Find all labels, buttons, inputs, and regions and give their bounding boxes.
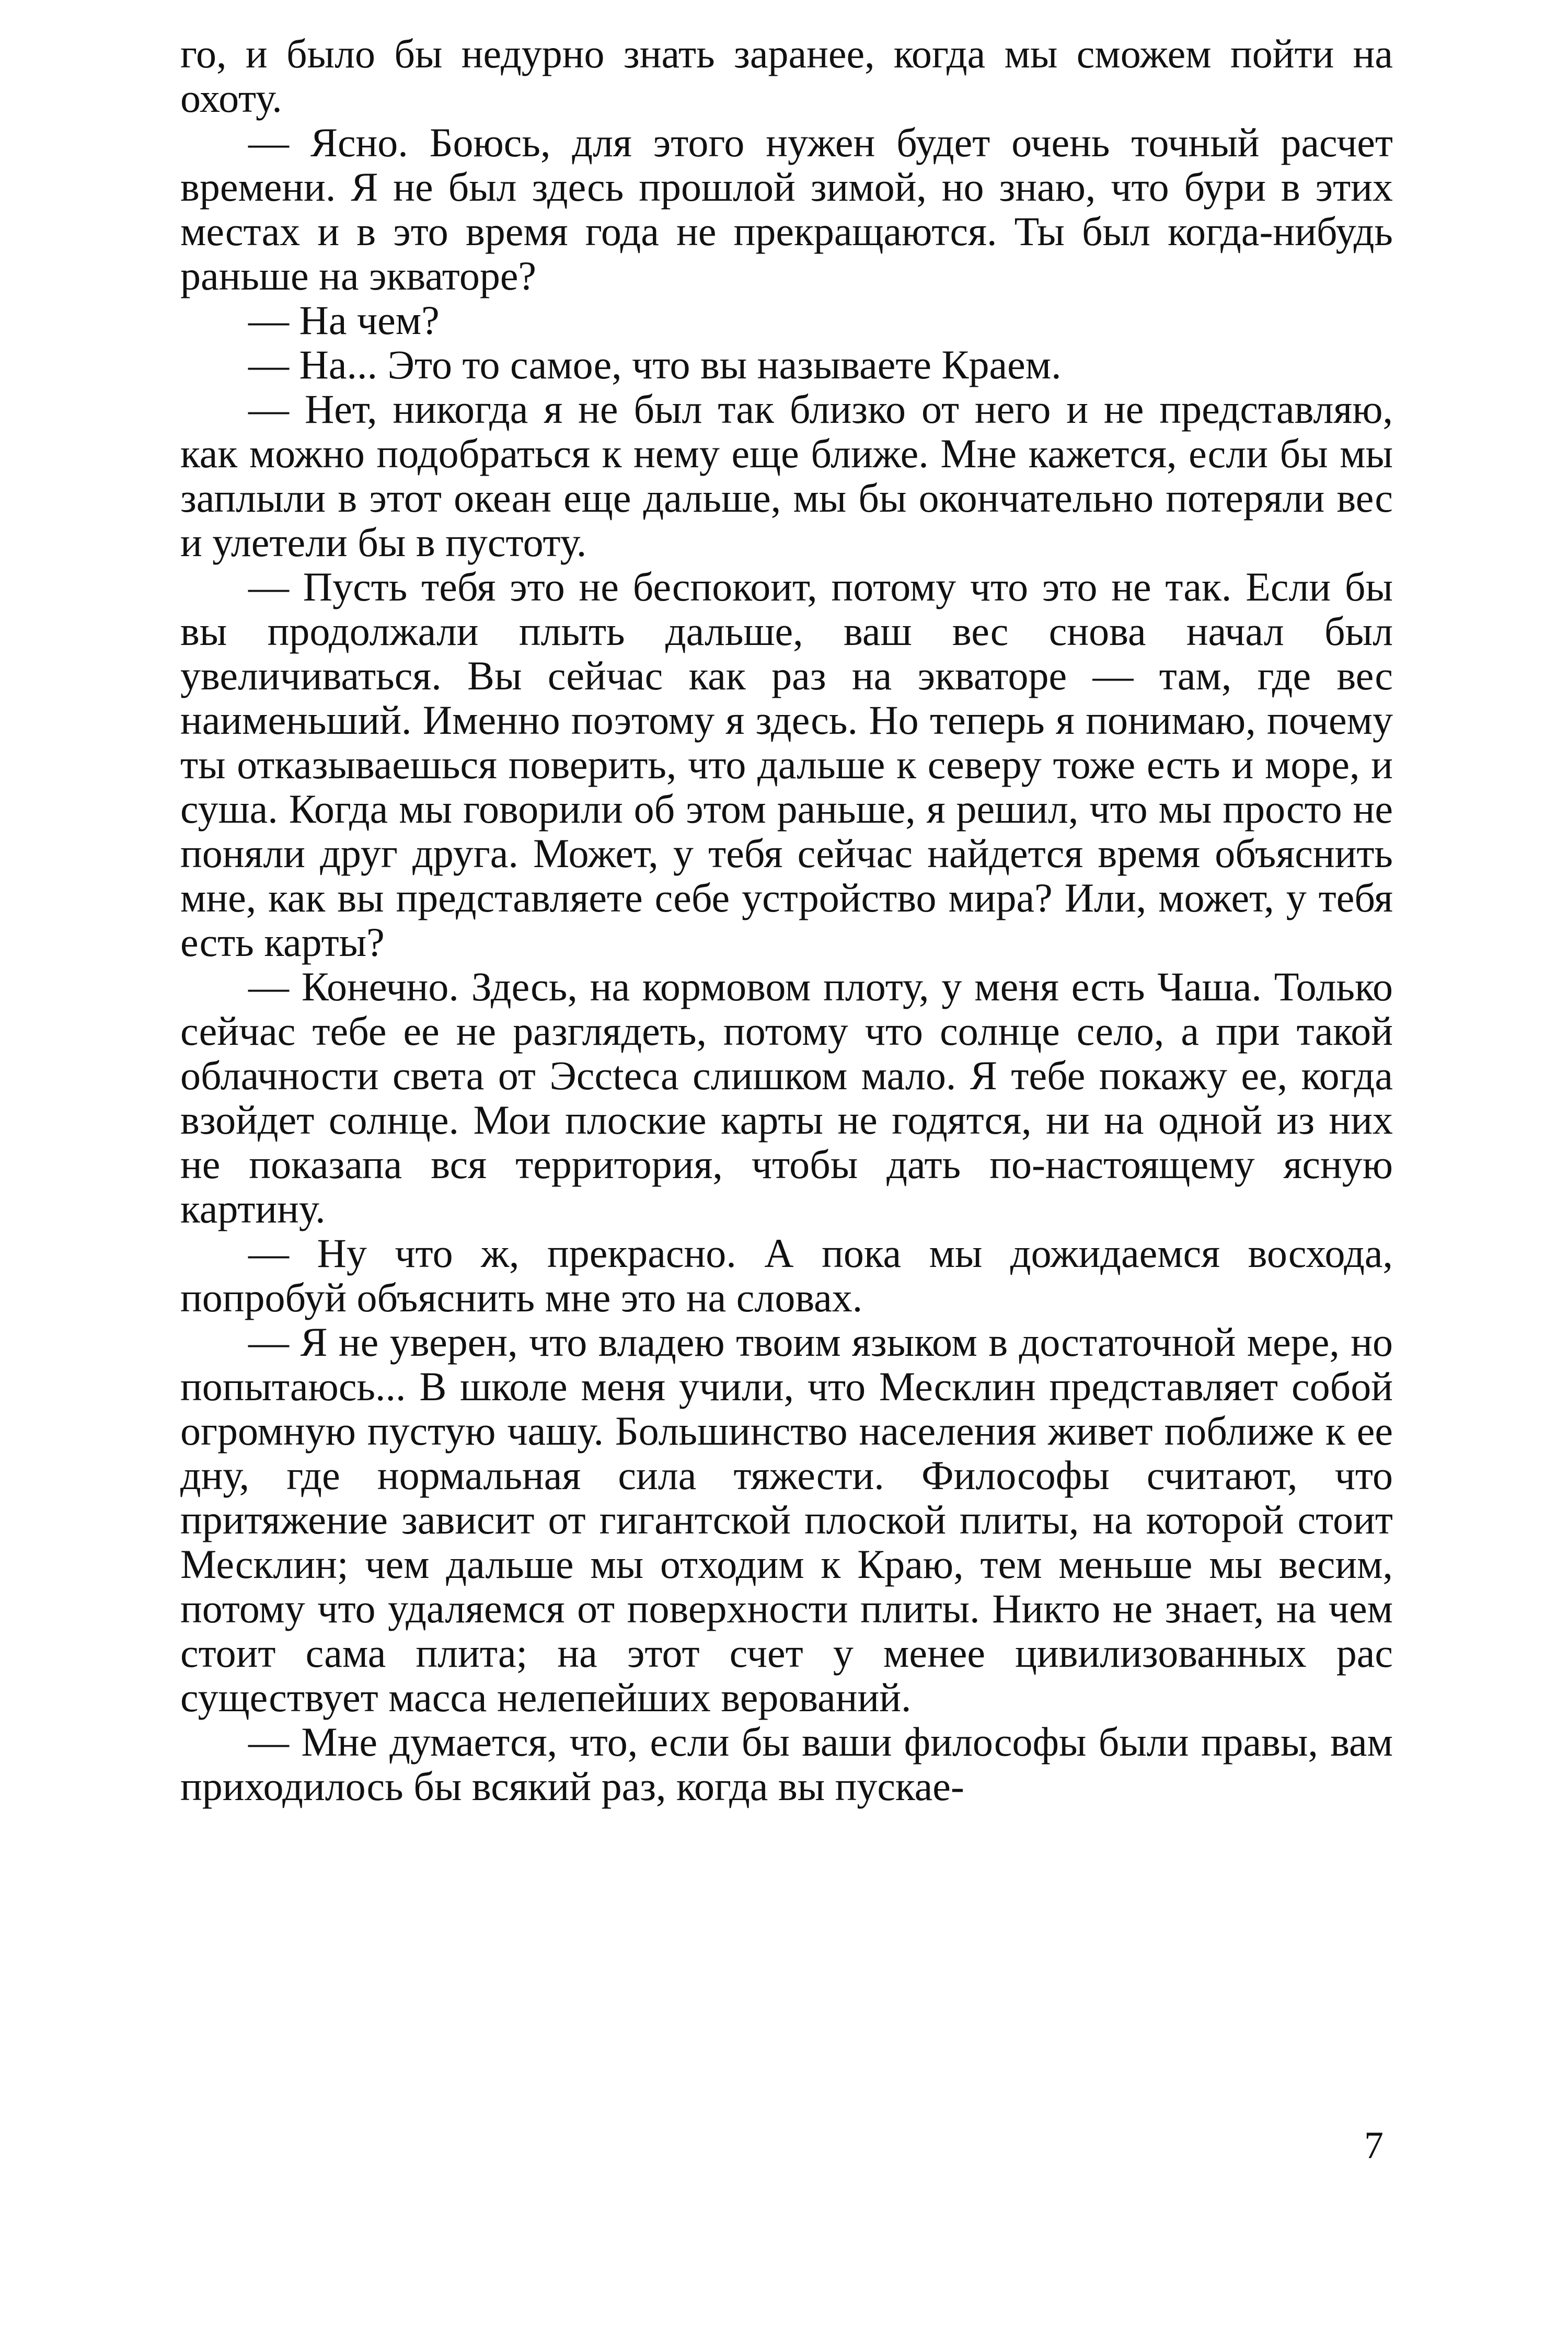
paragraph: — Конечно. Здесь, на кормовом плоту, у меня есть Чаша. Только сейчас тебе ее не разглядеть, потому что солнце село, а при такой облачности света от Эссteса слишком мало. Я тебе покажу ее, когда взойдет солнце. Мои плоские карты не годятся, ни на одной из них не показапа вся территория, чтобы дать по-настоящему ясную картину. (180, 964, 1393, 1231)
paragraph: — Ясно. Боюсь, для этого нужен будет очень точный расчет времени. Я не был здесь прошлой зимой, но знаю, что бури в этих местах и в это время года не прекращаются. Ты был когда-нибудь раньше на экваторе? (180, 120, 1393, 298)
paragraph: — Нет, никогда я не был так близко от него и не представляю, как можно подобраться к нему еще ближе. Мне кажется, если бы мы заплыли в этот океан еще дальше, мы бы окончательно потеряли вес и улетели бы в пустоту. (180, 386, 1393, 565)
paragraph: — Пусть тебя это не беспокоит, потому что это не так. Если бы вы продолжали плыть дальше, ваш вес снова начал был увеличиваться. Вы сейчас как раз на экваторе — там, где вес наименьший. Именно поэтому я здесь. Но теперь я понимаю, почему ты отказываешься поверить, что дальше к северу тоже есть и море, и суша. Когда мы говорили об этом раньше, я решил, что мы просто не поняли друг друга. Может, у тебя сейчас найдется время объяснить мне, как вы представляете себе устройство мира? Или, может, у тебя есть карты? (180, 564, 1393, 965)
page-body-text (180, 31, 1393, 1808)
page-number: 7 (1364, 2124, 1383, 2167)
paragraph: — На... Это то самое, что вы называете Краем. (248, 342, 1062, 387)
paragraph: — Мне думается, что, если бы ваши философы были правы, вам приходилось бы всякий раз, когда вы пускае- (180, 1719, 1393, 1809)
paragraph: го, и было бы недурно знать заранее, когда мы сможем пойти на охоту. (180, 31, 1393, 121)
paragraph: — Ну что ж, прекрасно. А пока мы дожидаемся восхода, попробуй объяснить мне это на словах. (180, 1230, 1393, 1320)
paragraph: — Я не уверен, что владею твоим языком в достаточной мере, но попытаюсь... В школе меня учили, что Месклин представляет собой огромную пустую чашу. Большинство населения живет поближе к ее дну, где нормальная сила тяжести. Философы считают, что притяжение зависит от гигантской плоской плиты, на которой стоит Месклин; чем дальше мы отходим к Краю, тем меньше мы весим, потому что удаляемся от поверхности плиты. Никто не знает, на чем стоит сама плита; на этот счет у менее цивилизованных рас существует масса нелепейших верований. (180, 1319, 1393, 1720)
paragraph: — На чем? (248, 297, 440, 343)
